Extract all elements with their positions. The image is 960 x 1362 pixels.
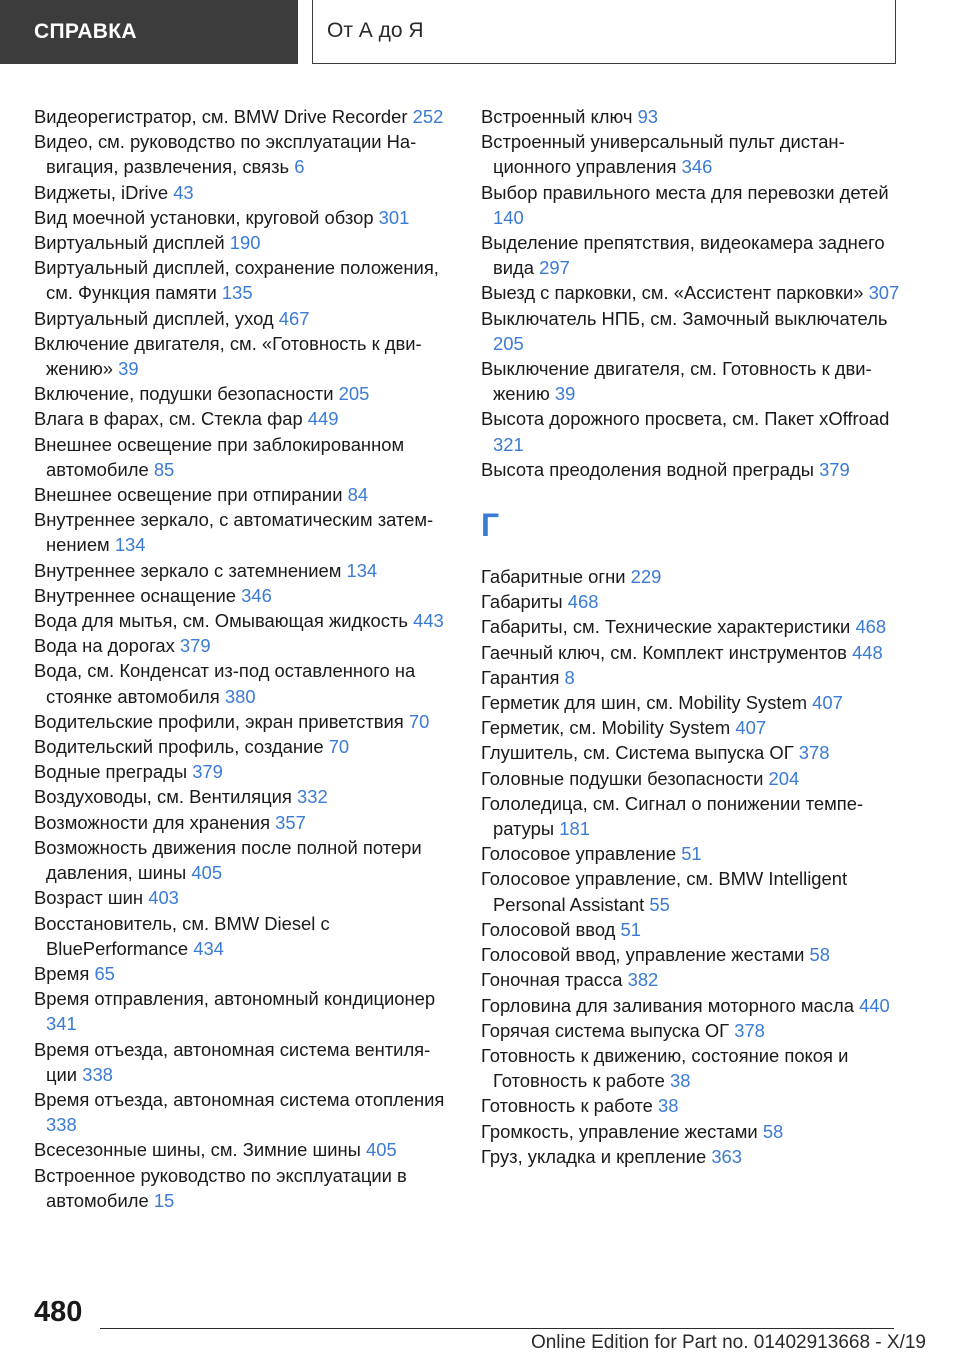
index-entry: [481, 1144, 901, 1169]
index-entry: [481, 230, 901, 280]
index-entry: [481, 993, 901, 1018]
page-link[interactable]: 379: [819, 458, 850, 480]
page-link[interactable]: 363: [711, 1145, 742, 1167]
entry-text: Габариты, см. Технические характеристики: [481, 616, 851, 638]
page-link[interactable]: 8: [564, 666, 575, 688]
index-entry: [481, 791, 901, 841]
page-link[interactable]: 204: [768, 767, 800, 789]
index-entry: [34, 507, 454, 557]
page-link[interactable]: 39: [554, 383, 576, 405]
index-entry: [481, 180, 901, 230]
entry-text: Видеорегистратор, см. BMW Drive Recorder: [34, 106, 408, 127]
page-link[interactable]: 382: [627, 969, 659, 991]
entry-text: Гоночная трасса: [481, 969, 623, 991]
page-link[interactable]: 468: [855, 616, 887, 638]
entry-text: Виртуальный дисплей: [34, 232, 225, 254]
entry-text: Вода на дорогах: [34, 635, 175, 657]
page-link[interactable]: 6: [294, 156, 305, 178]
index-entry: [34, 784, 454, 809]
page-link[interactable]: 205: [493, 332, 524, 354]
entry-text: Вода для мытья, см. Омывающая жидкость: [34, 610, 408, 632]
index-entry: [34, 406, 454, 431]
page-link[interactable]: 140: [493, 206, 524, 228]
page-link[interactable]: 346: [681, 156, 713, 178]
entry-text: Глушитель, см. Система выпуска ОГ: [481, 742, 794, 764]
page-link[interactable]: 84: [347, 484, 369, 506]
entry-text: Время: [34, 962, 90, 984]
page-link[interactable]: 338: [82, 1063, 113, 1085]
page-link[interactable]: 467: [278, 307, 310, 329]
index-entry: [34, 482, 454, 507]
entry-text: Голосовое управление, см. BMW Intelligent Personal Assistant: [481, 868, 848, 915]
index-entry: [34, 961, 454, 986]
entry-text: Внутреннее зеркало, с автоматическим затемнением: [34, 509, 434, 556]
page-link[interactable]: 338: [46, 1114, 77, 1136]
index-entry: [34, 633, 454, 658]
page-link[interactable]: 405: [366, 1139, 397, 1161]
index-entry: [481, 564, 901, 589]
page-link[interactable]: 440: [859, 994, 890, 1016]
page-link[interactable]: 378: [798, 742, 830, 764]
index-entry: [481, 614, 901, 639]
entry-text: Всесезонные шины, см. Зимние шины: [34, 1139, 361, 1161]
page-link[interactable]: 58: [762, 1120, 784, 1142]
entry-text: Восстановитель, см. BMW Diesel с BluePerformance: [34, 912, 330, 959]
page-link[interactable]: 307: [868, 282, 900, 304]
entry-text: Включение, подушки безопасности: [34, 383, 334, 405]
entry-text: Готовность к работе: [481, 1095, 653, 1117]
index-entry: [481, 715, 901, 740]
index-entry: [481, 866, 901, 916]
page-link[interactable]: 134: [114, 534, 146, 556]
index-entry: [481, 1043, 901, 1093]
page-link[interactable]: 58: [809, 944, 830, 966]
entry-text: Гарантия: [481, 666, 560, 688]
section-tab[interactable]: СПРАВКА: [0, 0, 298, 64]
page-link[interactable]: 70: [408, 710, 430, 732]
entry-text: Влага в фарах, см. Стекла фар: [34, 408, 303, 430]
entry-text: Груз, укладка и крепление: [481, 1145, 707, 1167]
entry-text: Гололедица, см. Сигнал о понижении температуры: [481, 792, 864, 840]
page-link[interactable]: 65: [94, 962, 115, 984]
index-entry: [481, 640, 901, 665]
index-entry: [34, 608, 454, 633]
page-link[interactable]: 403: [148, 887, 179, 909]
entry-text: Время отъезда, автономная система отопления: [34, 1088, 445, 1110]
page-link[interactable]: 405: [191, 862, 223, 884]
index-column-left: [34, 104, 454, 1213]
entry-text: Горячая система выпуска ОГ: [481, 1019, 730, 1041]
page-link[interactable]: 301: [378, 206, 410, 228]
index-entry: [34, 1087, 454, 1137]
index-entry: [481, 1119, 901, 1144]
footer-divider: [100, 1328, 894, 1329]
index-entry: [34, 1163, 454, 1213]
page-link[interactable]: 55: [649, 893, 670, 915]
page-link[interactable]: 378: [734, 1019, 765, 1041]
entry-text: Видео, см. руководство по эксплуатации Навигация, развлечения, связь: [34, 131, 417, 178]
index-entry: [34, 1137, 454, 1162]
page-link[interactable]: 38: [658, 1095, 679, 1117]
index-entry: [34, 558, 454, 583]
index-entry: [481, 917, 901, 942]
index-entry: [34, 432, 454, 482]
page-link[interactable]: 70: [328, 736, 350, 758]
page-link[interactable]: 252: [412, 106, 444, 127]
entry-text: Включение двигателя, см. «Готовность к движению»: [34, 332, 422, 380]
index-entry: [34, 306, 454, 331]
page-link[interactable]: 135: [221, 282, 253, 304]
entry-text: Время отъезда, автономная система вентиляции: [34, 1038, 431, 1085]
entry-text: Внутреннее зеркало с затемнением: [34, 559, 342, 581]
page-link[interactable]: 346: [241, 584, 272, 606]
index-entry: [34, 658, 454, 708]
index-entry: [481, 280, 901, 305]
entry-text: Гаечный ключ, см. Комплект инструментов: [481, 641, 847, 663]
topic-tab[interactable]: От А до Я: [312, 0, 896, 64]
entry-text: Вид моечной установки, круговой обзор: [34, 206, 374, 228]
entry-text: Громкость, управление жестами: [481, 1120, 758, 1142]
index-group-v: [481, 104, 901, 482]
index-entry: [34, 734, 454, 759]
page-link[interactable]: 379: [192, 761, 223, 783]
page-link[interactable]: 321: [493, 433, 524, 455]
entry-text: Возраст шин: [34, 887, 144, 909]
page-link[interactable]: 85: [153, 458, 175, 480]
entry-text: Головные подушки безопасности: [481, 767, 764, 789]
index-entry: [481, 740, 901, 765]
page-link[interactable]: 380: [224, 685, 256, 707]
page-link[interactable]: 357: [275, 811, 306, 833]
index-entry: [34, 180, 454, 205]
index-entry: [481, 356, 901, 406]
entry-text: Голосовое управление: [481, 843, 677, 865]
index-entry: [481, 690, 901, 715]
index-entry: [34, 885, 454, 910]
page-header: [0, 0, 960, 66]
index-entry: [481, 967, 901, 992]
index-entry: [481, 942, 901, 967]
index-entry: [34, 583, 454, 608]
index-entry: [34, 986, 454, 1036]
index-entry: [34, 709, 454, 734]
page-number: 480: [34, 1296, 83, 1328]
page-link[interactable]: 181: [559, 818, 590, 840]
page-link[interactable]: 468: [567, 591, 599, 613]
index-entry: [34, 129, 454, 179]
index-entry: [481, 457, 901, 482]
entry-text: Водные преграды: [34, 761, 188, 783]
entry-text: Габаритные огни: [481, 566, 626, 588]
index-entry: [34, 1037, 454, 1087]
index-entry: [481, 766, 901, 791]
edition-note: Online Edition for Part no. 01402913668 - X/19: [530, 1332, 926, 1353]
page-link[interactable]: 134: [346, 559, 378, 581]
page-link[interactable]: 407: [812, 692, 843, 714]
page-link[interactable]: 15: [153, 1189, 175, 1211]
entry-text: Встроенный ключ: [481, 106, 633, 127]
entry-text: Высота дорожного просвета, см. Пакет xOffroad: [481, 408, 890, 430]
entry-text: Выключатель НПБ, см. Замочный выключатель: [481, 307, 888, 329]
page-link[interactable]: 379: [179, 635, 211, 657]
entry-text: Виртуальный дисплей, уход: [34, 307, 274, 329]
page-link[interactable]: 205: [338, 383, 370, 405]
index-entry: [34, 331, 454, 381]
entry-text: Внутреннее оснащение: [34, 584, 236, 606]
index-entry: [34, 759, 454, 784]
index-entry: [481, 1018, 901, 1043]
page-link[interactable]: 51: [620, 918, 642, 940]
page-link[interactable]: 341: [46, 1013, 77, 1035]
entry-text: Выделение препятствия, видеокамера заднего вида: [481, 232, 885, 279]
index-group-g: [481, 564, 901, 1169]
page-link[interactable]: 297: [539, 257, 570, 279]
entry-text: Готовность к движению, состояние покоя и Готовность к работе: [481, 1044, 849, 1092]
index-entry: [481, 841, 901, 866]
entry-text: Выключение двигателя, см. Готовность к движению: [481, 358, 872, 405]
entry-text: Горловина для заливания моторного масла: [481, 994, 854, 1016]
page-link[interactable]: 434: [193, 937, 224, 959]
entry-text: Водительский профиль, создание: [34, 736, 324, 758]
page-link[interactable]: 407: [735, 717, 767, 739]
entry-text: Герметик для шин, см. Mobility System: [481, 692, 808, 714]
page-link[interactable]: 190: [229, 232, 261, 254]
entry-text: Габариты: [481, 591, 563, 613]
page-link[interactable]: 39: [118, 358, 139, 380]
index-entry: [481, 306, 901, 356]
page-link[interactable]: 51: [681, 843, 702, 865]
entry-text: Герметик, см. Mobility System: [481, 717, 731, 739]
index-entry: [34, 230, 454, 255]
page-link[interactable]: 332: [297, 786, 328, 808]
index-column-right: [481, 104, 901, 1169]
index-entry: [481, 589, 901, 614]
entry-text: Вода, см. Конденсат из-под оставленного на стоянке автомобиля: [34, 660, 416, 707]
entry-text: Виджеты, iDrive: [34, 181, 169, 203]
index-entry: [34, 810, 454, 835]
index-entry: [481, 129, 901, 179]
page-link[interactable]: 449: [307, 408, 339, 430]
entry-text: Голосовой ввод, управление жестами: [481, 944, 805, 966]
index-entry: [481, 1093, 901, 1118]
entry-text: Возможности для хранения: [34, 811, 271, 833]
index-entry: [34, 381, 454, 406]
index-entry: [34, 911, 454, 961]
entry-text: Время отправления, автономный кондиционер: [34, 988, 436, 1010]
entry-text: Возможность движения после полной потери давления, шины: [34, 836, 422, 884]
index-entry: [34, 104, 454, 129]
page-link[interactable]: 443: [413, 610, 444, 632]
entry-text: Внешнее освещение при заблокированном автомобиле: [34, 433, 405, 480]
page-link[interactable]: 38: [670, 1070, 691, 1092]
index-entry: [34, 835, 454, 885]
page-link[interactable]: 43: [173, 181, 194, 203]
entry-text: Голосовой ввод: [481, 918, 616, 940]
page-link[interactable]: 448: [852, 641, 883, 663]
index-entry: [481, 406, 901, 456]
page-link[interactable]: 93: [637, 106, 659, 127]
entry-text: Встроенное руководство по эксплуатации в автомобиле: [34, 1164, 407, 1211]
page-link[interactable]: 229: [630, 566, 662, 588]
entry-text: Водительские профили, экран приветствия: [34, 710, 404, 732]
index-entry: [34, 255, 454, 305]
index-letter-heading: Г: [481, 507, 500, 544]
index-entry: [34, 205, 454, 230]
entry-text: Высота преодоления водной преграды: [481, 458, 814, 480]
entry-text: Виртуальный дисплей, сохранение положения, см. Функция памяти: [34, 257, 439, 304]
index-entry: [481, 104, 901, 129]
entry-text: Встроенный универсальный пульт дистанционного управления: [481, 131, 845, 178]
entry-text: Внешнее освещение при отпирании: [34, 484, 343, 506]
entry-text: Выбор правильного места для перевозки детей: [481, 181, 889, 203]
entry-text: Воздуховоды, см. Вентиляция: [34, 786, 292, 808]
entry-text: Выезд с парковки, см. «Ассистент парковки»: [481, 282, 864, 304]
index-entry: [481, 665, 901, 690]
